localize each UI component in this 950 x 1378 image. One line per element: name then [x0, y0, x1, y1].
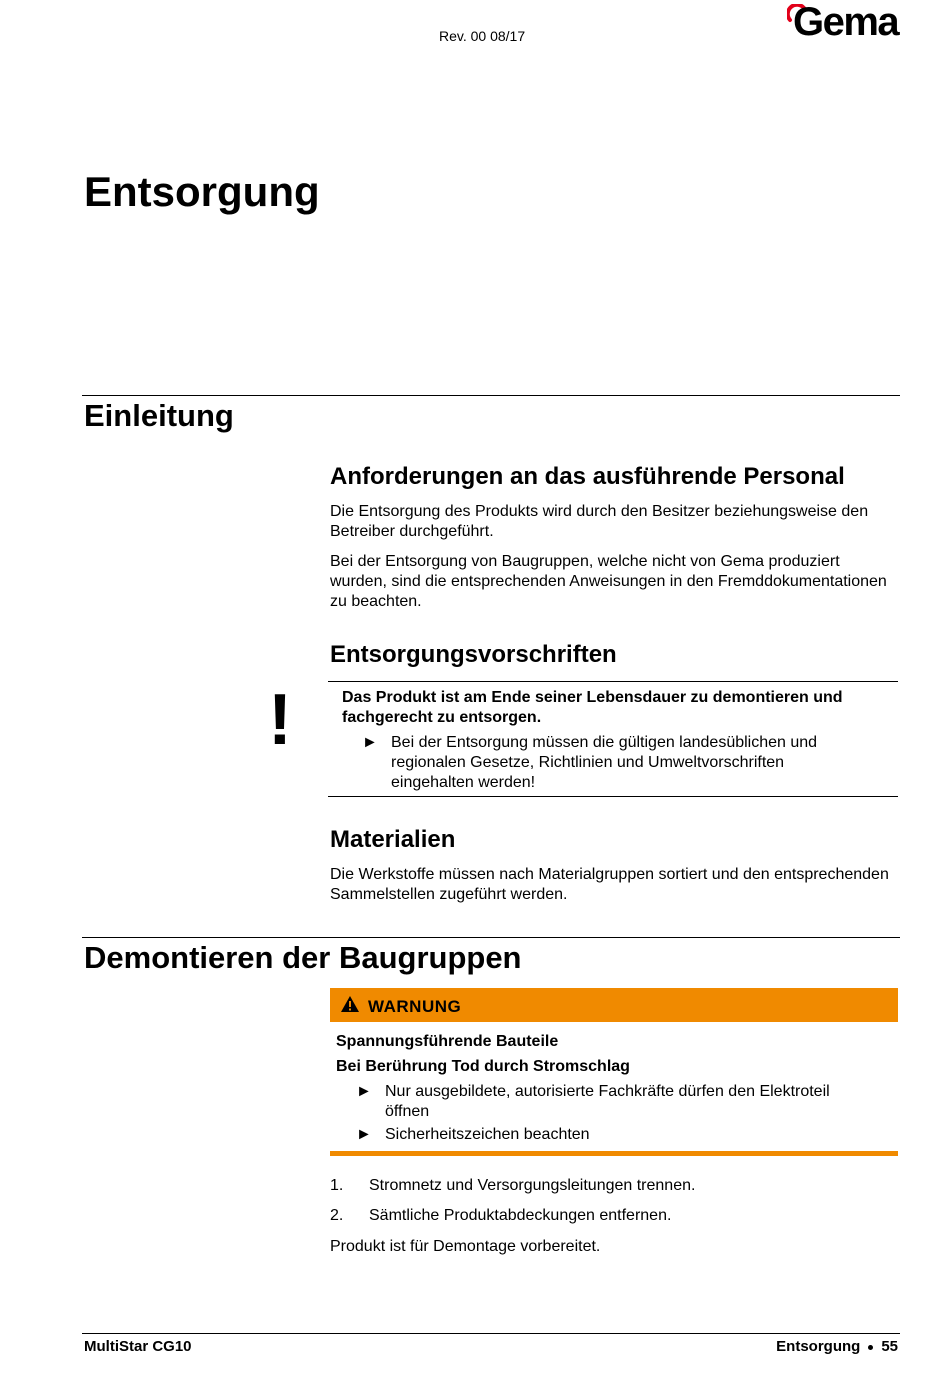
- bullet-arrow-icon: ►: [356, 1083, 372, 1100]
- notice-top-rule: [328, 681, 898, 682]
- subsection-title-personal: Anforderungen an das ausführende Personal: [330, 463, 845, 490]
- subsection-title-vorschriften: Entsorgungsvorschriften: [330, 641, 617, 668]
- section-divider: [82, 395, 900, 396]
- page-number: 55: [881, 1338, 898, 1355]
- bullet-text: Sicherheitszeichen beachten: [385, 1126, 590, 1143]
- section-title-einleitung: Einleitung: [84, 398, 234, 433]
- logo-text: Gema: [793, 0, 899, 44]
- result-text: Produkt ist für Demontage vorbereitet.: [330, 1238, 601, 1255]
- list-item: [330, 1176, 890, 1196]
- notice-bullet: [330, 733, 898, 793]
- warning-banner: [330, 988, 898, 1022]
- notice-bottom-rule: [328, 796, 898, 797]
- step-number: 2.: [330, 1207, 344, 1224]
- list-item: [330, 1206, 890, 1226]
- chapter-title: Entsorgung: [84, 168, 320, 215]
- bullet-text: Bei der Entsorgung müssen die gültigen landesüblichen und regionalen Gesetze, Richtlinien und Umweltvorschriften eingehalten werden!: [391, 734, 818, 791]
- revision-label: Rev. 00 08/17: [439, 28, 526, 44]
- warning-triangle-icon: [340, 995, 360, 1013]
- paragraph: Bei der Entsorgung von Baugruppen, welche nicht von Gema produziert wurden, sind die entsprechenden Anweisungen in den Fremddokumentationen zu beachten.: [330, 553, 887, 610]
- warning-title: Spannungsführende Bauteile: [336, 1033, 559, 1050]
- bullet-arrow-icon: ►: [356, 1126, 372, 1143]
- paragraph: Die Entsorgung des Produkts wird durch den Besitzer beziehungsweise den Betreiber durchgeführt.: [330, 503, 869, 540]
- warning-bullet: [336, 1125, 896, 1145]
- section-title-demontieren: Demontieren der Baugruppen: [84, 940, 522, 975]
- notice-box: [330, 688, 898, 793]
- footer-product-name: MultiStar CG10: [84, 1338, 192, 1355]
- step-number: 1.: [330, 1177, 344, 1194]
- footer-section-name: Entsorgung: [776, 1338, 861, 1355]
- footer-rule: [82, 1333, 900, 1334]
- notice-text: Das Produkt ist am Ende seiner Lebensdauer zu demontieren und fachgerecht zu entsorgen.: [342, 689, 843, 726]
- gema-logo: [787, 2, 899, 46]
- bullet-text: Nur ausgebildete, autorisierte Fachkräfte dürfen den Elektroteil öffnen: [385, 1083, 830, 1120]
- warning-bullet: [336, 1082, 896, 1122]
- step-list: [330, 1176, 890, 1226]
- footer-page-info: [776, 1338, 898, 1355]
- warning-content: [336, 1032, 896, 1145]
- paragraph: Die Werkstoffe müssen nach Materialgruppen sortiert und den entsprechenden Sammelstellen zugeführt werden.: [330, 866, 889, 903]
- step-text: Stromnetz und Versorgungsleitungen trennen.: [369, 1177, 696, 1194]
- section-divider: [82, 937, 900, 938]
- step-text: Sämtliche Produktabdeckungen entfernen.: [369, 1207, 672, 1224]
- subsection-title-materialien: Materialien: [330, 826, 456, 853]
- warning-label: WARNUNG: [368, 997, 462, 1016]
- bullet-arrow-icon: ►: [362, 734, 378, 751]
- bullet-dot-icon: [868, 1345, 873, 1350]
- exclamation-icon: !: [268, 680, 292, 760]
- warning-consequence: Bei Berührung Tod durch Stromschlag: [336, 1058, 630, 1075]
- warning-bottom-bar: [330, 1151, 898, 1156]
